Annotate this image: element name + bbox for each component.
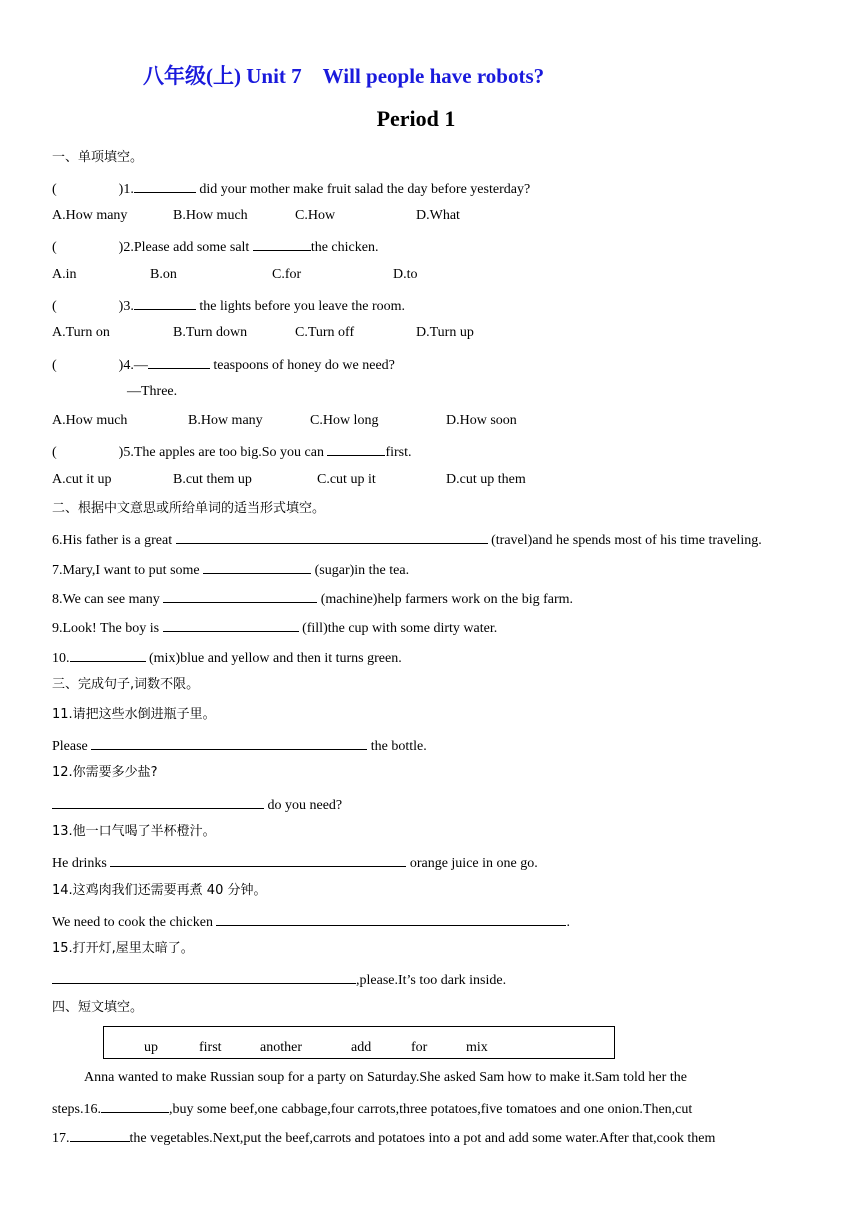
q8-post: (machine)help farmers work on the big farm. [317,592,574,607]
q15-chinese: 15.打开灯,屋里太暗了。 [52,941,194,956]
q11-post: the bottle. [367,739,427,754]
q2-blank[interactable] [253,236,311,251]
q11-line [52,735,427,756]
q4-option-d[interactable]: D.How soon [446,413,517,428]
q12-line [52,794,342,815]
q14-blank[interactable] [216,911,566,926]
q3-blank[interactable] [134,295,196,310]
q5-paren-open: ( [52,445,57,460]
q9-pre: 9.Look! The boy is [52,621,163,636]
q1-option-a[interactable]: A.How many [52,208,128,223]
q1-option-b[interactable]: B.How much [173,208,248,223]
passage-line-1: Anna wanted to make Russian soup for a party on Saturday.She asked Sam how to make it.Sam told her the [84,1070,687,1085]
q7-post: (sugar)in the tea. [311,563,410,578]
q2-number: )2.Please add some salt [118,240,253,255]
q5-option-d[interactable]: D.cut up them [446,472,526,487]
q1-text: did your mother make fruit salad the day before yesterday? [195,182,531,197]
q9-blank[interactable] [163,617,299,632]
passage-line-2 [52,1098,692,1119]
q3-option-c[interactable]: C.Turn off [295,325,355,340]
q13-chinese: 13.他一口气喝了半杯橙汁。 [52,824,216,839]
q8-line [52,588,573,609]
word-bank-item: first [199,1040,222,1055]
q4-option-a[interactable]: A.How much [52,413,128,428]
q4-blank[interactable] [148,354,210,369]
q2-text: the chicken. [310,240,379,255]
q1-stem [52,178,530,199]
q3-text: the lights before you leave the room. [195,299,406,314]
word-bank-item: mix [466,1040,488,1055]
q2-option-d[interactable]: D.to [393,267,418,282]
q15-line [52,969,506,990]
q9-line [52,617,497,638]
q13-post: orange juice in one go. [406,856,538,871]
q16-blank[interactable] [101,1098,169,1113]
word-bank-item: for [411,1040,428,1055]
q13-line [52,852,538,873]
q11-pre: Please [52,739,92,754]
section3-heading: 三、完成句子,词数不限。 [52,677,200,692]
period-heading: Period 1 [376,106,456,131]
q1-paren-open: ( [52,182,57,197]
q5-stem [52,441,412,462]
passage-line-3-text: the vegetables.Next,put the beef,carrots and potatoes into a pot and add some water.After that,cook them [129,1131,716,1146]
q14-chinese: 14.这鸡肉我们还需要再煮 40 分钟。 [52,883,267,898]
q2-option-c[interactable]: C.for [272,267,302,282]
q6-pre: 6.His father is a great [52,533,176,548]
q5-blank[interactable] [327,441,385,456]
q5-option-a[interactable]: A.cut it up [52,472,112,487]
word-bank-item: another [260,1040,302,1055]
q1-option-d[interactable]: D.What [416,208,460,223]
page-title: 八年级(上) Unit 7 Will people have robots? [143,64,545,88]
word-bank-item: add [351,1040,372,1055]
q4-text: teaspoons of honey do we need? [209,358,395,373]
q5-text: first. [385,445,412,460]
q6-line [52,529,762,550]
q4-option-c[interactable]: C.How long [310,413,379,428]
section2-heading: 二、根据中文意思或所给单词的适当形式填空。 [52,501,326,516]
q4-paren-open: ( [52,358,57,373]
q1-number: )1. [118,182,134,197]
q10-post: (mix)blue and yellow and then it turns green. [145,651,402,666]
word-bank-item: up [144,1040,158,1055]
q4-option-b[interactable]: B.How many [188,413,263,428]
q7-blank[interactable] [203,559,311,574]
q2-paren-open: ( [52,240,57,255]
passage-line-2-text: ,buy some beef,one cabbage,four carrots,three potatoes,five tomatoes and one onion.Then,cut [169,1102,693,1117]
q9-post: (fill)the cup with some dirty water. [298,621,498,636]
q17-blank[interactable] [70,1127,130,1142]
q14-pre: We need to cook the chicken [52,915,217,930]
q8-pre: 8.We can see many [52,592,164,607]
section4-heading: 四、短文填空。 [52,1000,144,1015]
q5-number: )5.The apples are too big.So you can [118,445,328,460]
q12-post: do you need? [264,798,343,813]
passage-q16-label: steps.16. [52,1102,101,1117]
q10-pre: 10. [52,651,70,666]
q2-option-a[interactable]: A.in [52,267,77,282]
q11-chinese: 11.请把这些水倒进瓶子里。 [52,707,216,722]
q3-option-a[interactable]: A.Turn on [52,325,110,340]
q13-blank[interactable] [110,852,406,867]
q6-post: (travel)and he spends most of his time traveling. [487,533,762,548]
q4-stem [52,354,395,375]
q3-number: )3. [118,299,134,314]
q5-option-b[interactable]: B.cut them up [173,472,252,487]
q11-blank[interactable] [91,735,367,750]
passage-line-3 [52,1127,715,1148]
q15-blank[interactable] [52,969,356,984]
q12-chinese: 12.你需要多少盐? [52,765,158,780]
q12-blank[interactable] [52,794,264,809]
q2-stem [52,236,378,257]
q13-pre: He drinks [52,856,111,871]
q6-blank[interactable] [176,529,488,544]
q1-option-c[interactable]: C.How [295,208,336,223]
q15-post: ,please.It’s too dark inside. [356,973,507,988]
q3-paren-open: ( [52,299,57,314]
q2-option-b[interactable]: B.on [150,267,177,282]
q7-pre: 7.Mary,I want to put some [52,563,204,578]
word-bank-box [103,1026,615,1059]
q4-reply: —Three. [127,384,178,399]
q5-option-c[interactable]: C.cut up it [317,472,376,487]
q3-option-d[interactable]: D.Turn up [416,325,474,340]
q14-line [52,911,570,932]
q10-blank[interactable] [70,647,146,662]
q1-blank[interactable] [134,178,196,193]
q8-blank[interactable] [163,588,317,603]
section1-heading: 一、单项填空。 [52,150,144,165]
q14-post: . [566,915,570,930]
q3-stem [52,295,405,316]
q3-option-b[interactable]: B.Turn down [173,325,248,340]
q10-line [52,647,402,668]
q7-line [52,559,409,580]
passage-q17-label: 17. [52,1131,70,1146]
q4-number: )4.— [118,358,148,373]
